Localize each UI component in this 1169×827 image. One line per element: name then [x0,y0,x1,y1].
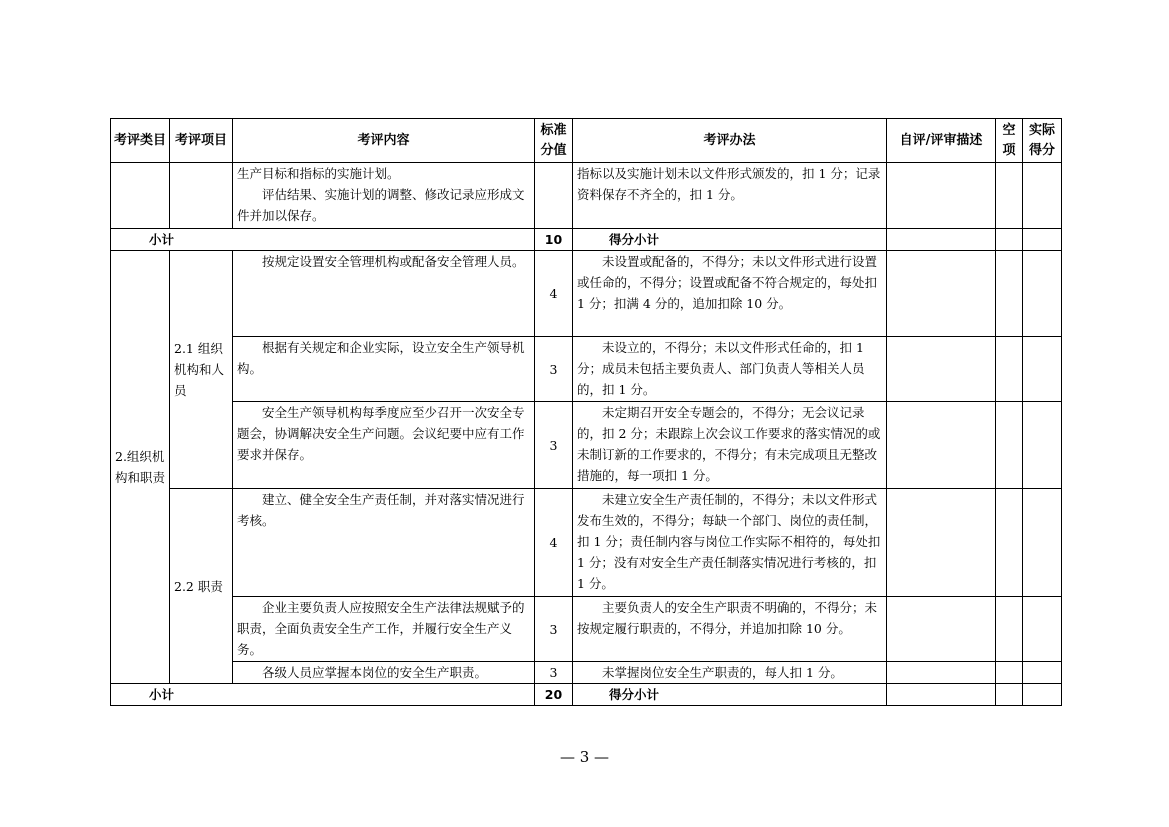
category-cell: 2.组织机构和职责 [111,251,170,684]
table-row [111,662,1062,684]
score-cell: 4 [535,251,573,337]
header-method: 考评办法 [573,119,887,163]
method-cell: 未设置或配备的，不得分；未以文件形式进行设置或任命的，不得分；设置或配备不符合规定的，每处扣 1 分；扣满 4 分的，追加扣除 10 分。 [573,251,887,337]
header-standard-score: 标准分值 [535,119,573,163]
table-row [111,163,1062,229]
subtotal-score: 20 [535,684,573,706]
subtotal-label: 小计 [111,684,535,706]
score-cell: 3 [535,402,573,489]
score-cell: 3 [535,662,573,684]
subtotal-label: 小计 [111,229,535,251]
table-row [111,597,1062,662]
subtotal-score: 10 [535,229,573,251]
header-content: 考评内容 [233,119,535,163]
content-cell: 按规定设置安全管理机构或配备安全管理人员。 [233,251,535,337]
subtotal-row [111,684,1062,706]
score-subtotal-label: 得分小计 [573,229,887,251]
content-cell: 生产目标和指标的实施计划。 评估结果、实施计划的调整、修改记录应形成文件并加以保存。 [233,163,535,229]
item-cell: 2.1 组织机构和人员 [170,251,233,489]
header-category: 考评类目 [111,119,170,163]
method-cell: 未设立的，不得分；未以文件形式任命的，扣 1 分；成员未包括主要负责人、部门负责人等相关人员的，扣 1 分。 [573,337,887,402]
content-cell: 企业主要负责人应按照安全生产法律法规赋予的职责，全面负责安全生产工作，并履行安全生产义务。 [233,597,535,662]
method-cell: 未建立安全生产责任制的，不得分；未以文件形式发布生效的，不得分；每缺一个部门、岗位的责任制，扣 1 分；责任制内容与岗位工作实际不相符的，每处扣 1 分；没有对安全生产责任制落实情况进行考核的，扣 1 分。 [573,489,887,597]
content-cell: 安全生产领导机构每季度应至少召开一次安全专题会，协调解决安全生产问题。会议纪要中应有工作要求并保存。 [233,402,535,489]
table-header-row [111,119,1062,163]
score-cell: 3 [535,337,573,402]
table-row [111,337,1062,402]
table-row [111,251,1062,337]
header-blank: 空项 [996,119,1023,163]
header-item: 考评项目 [170,119,233,163]
content-cell: 建立、健全安全生产责任制，并对落实情况进行考核。 [233,489,535,597]
score-cell: 4 [535,489,573,597]
method-cell: 主要负责人的安全生产职责不明确的，不得分；未按规定履行职责的，不得分，并追加扣除 10 分。 [573,597,887,662]
table-row [111,402,1062,489]
page-number: — 3 — [559,748,610,766]
content-cell: 各级人员应掌握本岗位的安全生产职责。 [233,662,535,684]
subtotal-row [111,229,1062,251]
item-cell: 2.2 职责 [170,489,233,684]
evaluation-table [110,118,1062,706]
table-row [111,489,1062,597]
content-cell: 根据有关规定和企业实际，设立安全生产领导机构。 [233,337,535,402]
method-cell: 未定期召开安全专题会的，不得分；无会议记录的，扣 2 分；未跟踪上次会议工作要求的落实情况的或未制订新的工作要求的，不得分；有未完成项且无整改措施的，每一项扣 1 分。 [573,402,887,489]
score-cell: 3 [535,597,573,662]
method-cell: 指标以及实施计划未以文件形式颁发的，扣 1 分；记录资料保存不齐全的，扣 1 分。 [573,163,887,229]
score-subtotal-label: 得分小计 [573,684,887,706]
header-self-eval: 自评/评审描述 [887,119,996,163]
method-cell: 未掌握岗位安全生产职责的，每人扣 1 分。 [573,662,887,684]
header-actual-score: 实际得分 [1023,119,1062,163]
